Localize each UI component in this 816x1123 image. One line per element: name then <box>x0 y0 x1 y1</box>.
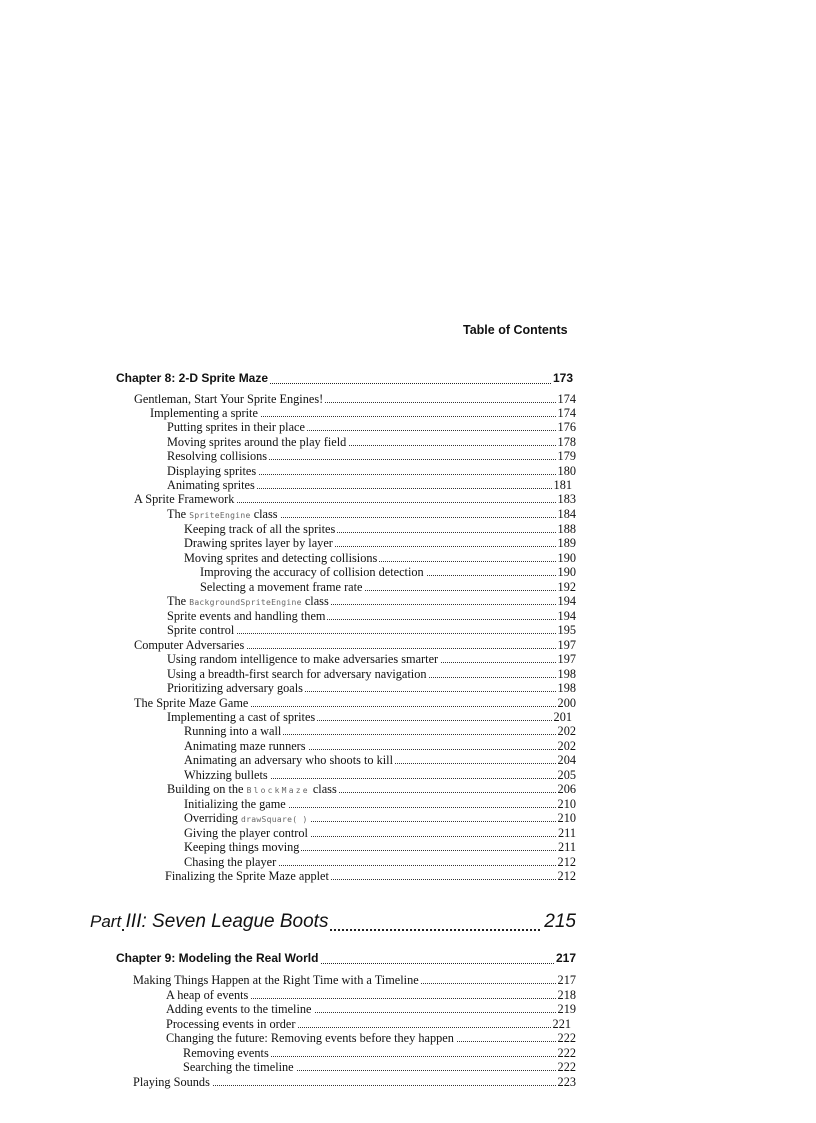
entry-title: Initializing the game <box>184 797 286 811</box>
entry-title: Adding events to the timeline <box>166 1002 312 1016</box>
entry-page: 190 <box>557 551 576 565</box>
entry-page: 222 <box>557 1031 576 1045</box>
toc-entry <box>167 435 576 449</box>
entry-page: 189 <box>557 536 576 550</box>
entry-page: 210 <box>557 797 576 811</box>
entry-title: Animating maze runners <box>184 739 306 753</box>
entry-page: 197 <box>557 638 576 652</box>
entry-page: 223 <box>557 1075 576 1089</box>
code-text: SpriteEngine <box>189 511 251 520</box>
toc-entry <box>184 855 576 869</box>
entry-title: Sprite control <box>167 623 235 637</box>
toc-entry <box>167 507 576 521</box>
entry-title: Changing the future: Removing events before they happen <box>166 1031 454 1045</box>
entry-page: 198 <box>557 667 576 681</box>
toc-entry <box>165 869 576 883</box>
entry-title: Processing events in order <box>166 1017 296 1031</box>
entry-title: Making Things Happen at the Right Time with a Timeline <box>133 973 419 987</box>
entry-page: 221 <box>552 1017 571 1031</box>
toc-entry <box>166 1002 576 1016</box>
entry-title: The SpriteEngine class <box>167 507 278 521</box>
entry-title: Overriding drawSquare( ) <box>184 811 308 825</box>
toc-entry <box>134 638 576 652</box>
entry-title: Computer Adversaries <box>134 638 245 652</box>
running-head: Table of Contents <box>463 323 568 337</box>
toc-entry <box>167 449 576 463</box>
entry-title: Gentleman, Start Your Sprite Engines! <box>134 392 324 406</box>
entry-page: 192 <box>557 580 576 594</box>
toc-entry <box>184 536 576 550</box>
entry-page: 217 <box>557 973 576 987</box>
toc-entry <box>150 406 576 420</box>
entry-page: 211 <box>558 826 576 840</box>
entry-page: 184 <box>557 507 576 521</box>
toc-entry <box>133 1075 576 1089</box>
entry-page: 181 <box>553 478 572 492</box>
entry-title: Searching the timeline <box>183 1060 294 1074</box>
toc-entry <box>167 464 576 478</box>
part-3-heading <box>90 911 576 937</box>
entry-page: 180 <box>557 464 576 478</box>
entry-title: A Sprite Framework <box>134 492 235 506</box>
entry-page: 198 <box>557 681 576 695</box>
entry-title: Animating sprites <box>167 478 255 492</box>
entry-page: 179 <box>557 449 576 463</box>
toc-entry <box>184 724 576 738</box>
entry-title: Drawing sprites layer by layer <box>184 536 333 550</box>
toc-entry <box>184 522 576 536</box>
entry-page: 188 <box>557 522 576 536</box>
toc-entry <box>167 667 576 681</box>
toc-entry <box>167 609 576 623</box>
toc-entry <box>184 826 576 840</box>
entry-page: 218 <box>557 988 576 1002</box>
entry-title: Using a breadth-first search for adversary navigation <box>167 667 427 681</box>
entry-page: 204 <box>557 753 576 767</box>
entry-title: Animating an adversary who shoots to kill <box>184 753 394 767</box>
entry-title: Improving the accuracy of collision detection <box>200 565 424 579</box>
code-text: drawSquare( ) <box>241 815 308 824</box>
entry-page: 212 <box>557 869 576 883</box>
chapter-title: Chapter 9: Modeling the Real World <box>116 951 319 965</box>
entry-page: 178 <box>557 435 576 449</box>
toc-entry <box>166 1017 571 1031</box>
chapter-8-heading <box>116 371 573 387</box>
part-title: III: Seven League Boots <box>125 911 329 932</box>
entry-title: Chasing the player <box>184 855 277 869</box>
entry-title: Finalizing the Sprite Maze applet <box>165 869 329 883</box>
entry-title: Implementing a sprite <box>150 406 258 420</box>
entry-page: 202 <box>557 739 576 753</box>
toc-entry <box>167 652 576 666</box>
entry-title: The Sprite Maze Game <box>134 696 249 710</box>
toc-entry <box>167 681 576 695</box>
entry-title: Putting sprites in their place <box>167 420 305 434</box>
entry-page: 176 <box>557 420 576 434</box>
toc-entry <box>166 988 576 1002</box>
entry-page: 210 <box>557 811 576 825</box>
toc-entry <box>166 1031 576 1045</box>
toc-entry <box>184 840 576 854</box>
chapter-9-heading <box>116 951 576 967</box>
entry-title: Using random intelligence to make adversaries smarter <box>167 652 439 666</box>
entry-title: Removing events <box>183 1046 269 1060</box>
toc-entry <box>167 594 576 608</box>
part-page: 215 <box>544 911 576 932</box>
entry-page: 174 <box>557 392 576 406</box>
entry-page: 212 <box>557 855 576 869</box>
entry-title: Resolving collisions <box>167 449 268 463</box>
entry-title: Keeping track of all the sprites <box>184 522 336 536</box>
toc-entry <box>134 696 576 710</box>
entry-title: Playing Sounds <box>133 1075 210 1089</box>
entry-page: 197 <box>557 652 576 666</box>
toc-entry <box>183 1060 576 1074</box>
entry-title: A heap of events <box>166 988 249 1002</box>
entry-title: Keeping things moving <box>184 840 300 854</box>
toc-entry <box>183 1046 576 1060</box>
entry-title: The BackgroundSpriteEngine class <box>167 594 329 608</box>
entry-page: 200 <box>557 696 576 710</box>
entry-page: 190 <box>557 565 576 579</box>
part-label: Part <box>90 912 122 931</box>
toc-entry <box>184 797 576 811</box>
entry-page: 202 <box>557 724 576 738</box>
toc-entry <box>134 492 576 506</box>
toc-entry <box>184 753 576 767</box>
toc-entry <box>167 782 576 796</box>
code-text: BackgroundSpriteEngine <box>189 598 302 607</box>
entry-page: 206 <box>557 782 576 796</box>
entry-title: Sprite events and handling them <box>167 609 326 623</box>
entry-title: Selecting a movement frame rate <box>200 580 363 594</box>
chapter-title: Chapter 8: 2-D Sprite Maze <box>116 371 269 385</box>
entry-title: Moving sprites and detecting collisions <box>184 551 378 565</box>
toc-entry <box>167 710 572 724</box>
chapter-page: 173 <box>552 371 573 385</box>
entry-page: 194 <box>557 609 576 623</box>
entry-title: Giving the player control <box>184 826 308 840</box>
code-text: BlockMaze <box>246 786 310 795</box>
toc-entry <box>184 739 576 753</box>
toc-entry <box>167 478 572 492</box>
toc-entry <box>200 565 576 579</box>
entry-title: Building on the BlockMaze class <box>167 782 337 796</box>
entry-title: Running into a wall <box>184 724 282 738</box>
entry-page: 211 <box>558 840 576 854</box>
toc-entry <box>167 420 576 434</box>
toc-entry <box>200 580 576 594</box>
entry-title: Implementing a cast of sprites <box>167 710 316 724</box>
toc-entry <box>184 811 576 825</box>
entry-title: Whizzing bullets <box>184 768 268 782</box>
entry-title: Prioritizing adversary goals <box>167 681 303 695</box>
entry-title: Displaying sprites <box>167 464 257 478</box>
toc-entry <box>134 392 576 406</box>
toc-entry <box>184 551 576 565</box>
entry-page: 219 <box>557 1002 576 1016</box>
entry-title: Moving sprites around the play field <box>167 435 347 449</box>
toc-entry <box>133 973 576 987</box>
entry-page: 183 <box>557 492 576 506</box>
entry-page: 174 <box>557 406 576 420</box>
entry-page: 194 <box>557 594 576 608</box>
entry-page: 222 <box>557 1060 576 1074</box>
entry-page: 222 <box>557 1046 576 1060</box>
toc-entry <box>184 768 576 782</box>
entry-page: 205 <box>557 768 576 782</box>
chapter-page: 217 <box>555 951 576 965</box>
entry-page: 201 <box>553 710 572 724</box>
toc-entry <box>167 623 576 637</box>
entry-page: 195 <box>557 623 576 637</box>
